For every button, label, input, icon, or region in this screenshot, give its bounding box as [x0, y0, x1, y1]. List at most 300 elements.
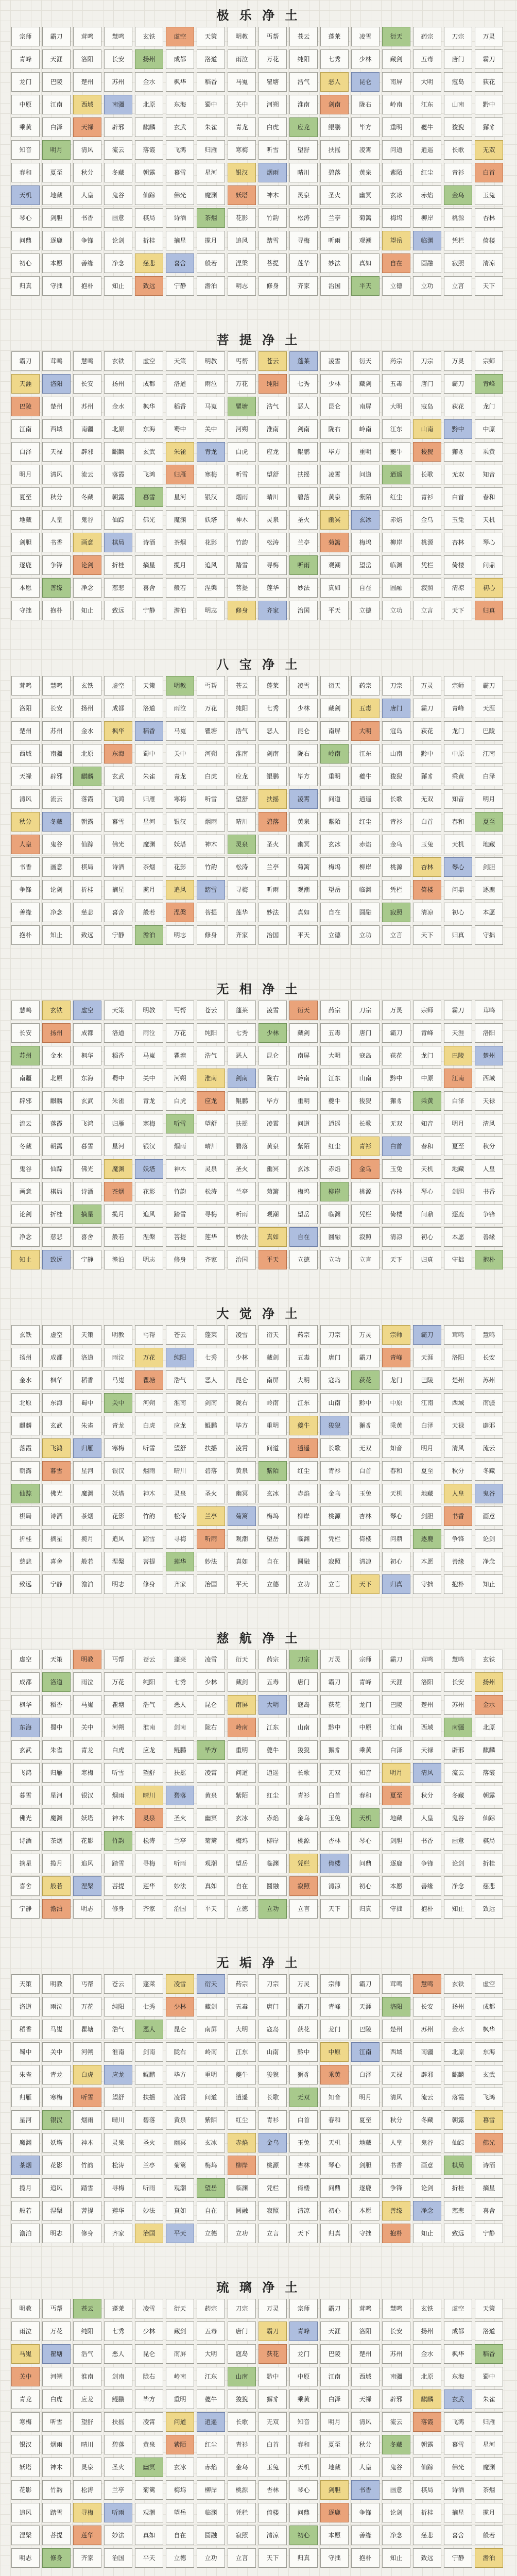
- plot-cell[interactable]: 蓬莱: [135, 1974, 163, 1994]
- plot-cell[interactable]: 踏雪: [42, 2503, 71, 2522]
- plot-cell[interactable]: 浩气: [228, 721, 256, 741]
- plot-cell[interactable]: 辟邪: [382, 2389, 410, 2409]
- plot-cell[interactable]: 金水: [104, 397, 132, 416]
- plot-cell[interactable]: 落霞: [413, 2412, 441, 2432]
- plot-cell[interactable]: 碧落: [289, 487, 318, 507]
- plot-cell[interactable]: 重明: [258, 1416, 287, 1435]
- plot-cell[interactable]: 书香: [444, 1506, 472, 1526]
- plot-cell[interactable]: 玉兔: [382, 1159, 410, 1179]
- plot-cell[interactable]: 中原: [382, 1393, 410, 1413]
- plot-cell[interactable]: 白首: [382, 1137, 410, 1156]
- plot-cell[interactable]: 长安: [104, 49, 132, 69]
- plot-cell[interactable]: 知音: [444, 789, 472, 809]
- plot-cell[interactable]: 瞿塘: [166, 1046, 194, 1065]
- plot-cell[interactable]: 扬州: [135, 49, 163, 69]
- plot-cell[interactable]: 寻梅: [258, 555, 287, 575]
- plot-cell[interactable]: 霸刀: [382, 1650, 410, 1669]
- plot-cell[interactable]: 苏州: [444, 1695, 472, 1715]
- plot-cell[interactable]: 论剑: [104, 231, 132, 250]
- plot-cell[interactable]: 涅槃: [73, 1876, 101, 1896]
- plot-cell[interactable]: 玄武: [104, 767, 132, 786]
- plot-cell[interactable]: 药宗: [197, 2299, 225, 2318]
- plot-cell[interactable]: 七秀: [228, 1023, 256, 1043]
- plot-cell[interactable]: 踏雪: [73, 2178, 101, 2198]
- plot-cell[interactable]: 棋局: [73, 857, 101, 877]
- plot-cell[interactable]: 澹泊: [104, 1250, 132, 1269]
- plot-cell[interactable]: 桃源: [382, 857, 410, 877]
- plot-cell[interactable]: 茶烟: [42, 1831, 71, 1851]
- plot-cell[interactable]: 玉兔: [444, 510, 472, 530]
- plot-cell[interactable]: 荻花: [289, 2020, 318, 2039]
- plot-cell[interactable]: 佛光: [444, 2458, 472, 2477]
- plot-cell[interactable]: 山南: [413, 419, 441, 439]
- plot-cell[interactable]: 折桂: [104, 555, 132, 575]
- plot-cell[interactable]: 逐鹿: [42, 231, 71, 250]
- plot-cell[interactable]: 洛阳: [351, 2321, 380, 2341]
- plot-cell[interactable]: 涅槃: [104, 1552, 132, 1571]
- plot-cell[interactable]: 人皇: [42, 510, 71, 530]
- plot-cell[interactable]: 天机: [351, 1808, 380, 1828]
- plot-cell[interactable]: 逍遥: [258, 1763, 287, 1783]
- plot-cell[interactable]: 听雪: [228, 465, 256, 484]
- plot-cell[interactable]: 狻猊: [228, 2389, 256, 2409]
- plot-cell[interactable]: 东海: [104, 744, 132, 764]
- plot-cell[interactable]: 梅坞: [351, 533, 380, 552]
- plot-cell[interactable]: 观潮: [289, 880, 318, 900]
- plot-cell[interactable]: 长安: [73, 374, 101, 394]
- plot-cell[interactable]: 梅坞: [320, 857, 349, 877]
- plot-cell[interactable]: 菩提: [73, 2201, 101, 2221]
- plot-cell[interactable]: 马嵬: [11, 2344, 40, 2364]
- plot-cell[interactable]: 立德: [320, 925, 349, 945]
- plot-cell[interactable]: 长安: [382, 2321, 410, 2341]
- plot-cell[interactable]: 马嵬: [104, 1370, 132, 1390]
- plot-cell[interactable]: 七秀: [258, 699, 287, 718]
- plot-cell[interactable]: 慈悲: [413, 2526, 441, 2545]
- plot-cell[interactable]: 狻猊: [444, 117, 472, 137]
- plot-cell[interactable]: 碧落: [228, 1137, 256, 1156]
- plot-cell[interactable]: 蜀中: [73, 1393, 101, 1413]
- plot-cell[interactable]: 妙法: [104, 2526, 132, 2545]
- plot-cell[interactable]: 大明: [197, 2344, 225, 2364]
- plot-cell[interactable]: 赤焰: [258, 1808, 287, 1828]
- plot-cell[interactable]: 白虎: [197, 767, 225, 786]
- plot-cell[interactable]: 倚楼: [258, 2503, 287, 2522]
- plot-cell[interactable]: 碧落: [197, 1461, 225, 1481]
- plot-cell[interactable]: 柳岸: [382, 533, 410, 552]
- plot-cell[interactable]: 踏雪: [166, 1205, 194, 1224]
- plot-cell[interactable]: 黄泉: [289, 812, 318, 832]
- plot-cell[interactable]: 狻猊: [382, 767, 410, 786]
- plot-cell[interactable]: 折桂: [73, 880, 101, 900]
- plot-cell[interactable]: 灵泉: [228, 835, 256, 854]
- plot-cell[interactable]: 佛光: [104, 835, 132, 854]
- plot-cell[interactable]: 洛道: [42, 1672, 71, 1692]
- plot-cell[interactable]: 守拙: [413, 1574, 441, 1594]
- plot-cell[interactable]: 立言: [351, 1250, 380, 1269]
- plot-cell[interactable]: 真如: [351, 253, 380, 273]
- plot-cell[interactable]: 茶烟: [135, 857, 163, 877]
- plot-cell[interactable]: 寇岛: [382, 721, 410, 741]
- plot-cell[interactable]: 巴陵: [444, 1046, 472, 1065]
- plot-cell[interactable]: 初心: [382, 1552, 410, 1571]
- plot-cell[interactable]: 瞿塘: [104, 1695, 132, 1715]
- plot-cell[interactable]: 兰亭: [135, 2156, 163, 2175]
- plot-cell[interactable]: 飞鸿: [73, 1114, 101, 1133]
- plot-cell[interactable]: 夏至: [351, 2110, 380, 2130]
- plot-cell[interactable]: 乘黄: [289, 2389, 318, 2409]
- plot-cell[interactable]: 澹泊: [197, 276, 225, 296]
- plot-cell[interactable]: 般若: [197, 253, 225, 273]
- plot-cell[interactable]: 刀宗: [382, 676, 410, 696]
- plot-cell[interactable]: 暮雪: [73, 1137, 101, 1156]
- plot-cell[interactable]: 天禄: [444, 1416, 472, 1435]
- plot-cell[interactable]: 善缘: [351, 2526, 380, 2545]
- plot-cell[interactable]: 清凉: [320, 1876, 349, 1896]
- plot-cell[interactable]: 寇岛: [351, 1046, 380, 1065]
- plot-cell[interactable]: 夔牛: [351, 767, 380, 786]
- plot-cell[interactable]: 摘星: [444, 2503, 472, 2522]
- plot-cell[interactable]: 夔牛: [320, 1091, 349, 1111]
- plot-cell[interactable]: 守拙: [11, 601, 40, 620]
- plot-cell[interactable]: 立德: [289, 1250, 318, 1269]
- plot-cell[interactable]: 陇右: [320, 419, 349, 439]
- plot-cell[interactable]: 蜀中: [42, 1718, 71, 1737]
- plot-cell[interactable]: 中原: [413, 1069, 441, 1088]
- plot-cell[interactable]: 麒麟: [73, 767, 101, 786]
- plot-cell[interactable]: 重明: [289, 1091, 318, 1111]
- plot-cell[interactable]: 善缘: [73, 253, 101, 273]
- plot-cell[interactable]: 五毒: [197, 2321, 225, 2341]
- plot-cell[interactable]: 立德: [197, 2224, 225, 2243]
- plot-cell[interactable]: 修身: [73, 2224, 101, 2243]
- plot-cell[interactable]: 扶摇: [197, 1438, 225, 1458]
- plot-cell[interactable]: 青衫: [289, 1786, 318, 1805]
- plot-cell[interactable]: 菩提: [104, 1876, 132, 1896]
- plot-cell[interactable]: 菩提: [135, 1552, 163, 1571]
- plot-cell[interactable]: 霸刀: [475, 676, 503, 696]
- plot-cell[interactable]: 自在: [320, 903, 349, 922]
- plot-cell[interactable]: 松涛: [104, 2156, 132, 2175]
- plot-cell[interactable]: 天下: [320, 1899, 349, 1919]
- plot-cell[interactable]: 临渊: [413, 231, 441, 250]
- plot-cell[interactable]: 琴心: [11, 208, 40, 228]
- plot-cell[interactable]: 丐帮: [73, 1974, 101, 1994]
- plot-cell[interactable]: 寻梅: [104, 2178, 132, 2198]
- plot-cell[interactable]: 立德: [382, 276, 410, 296]
- plot-cell[interactable]: 虚空: [475, 1974, 503, 1994]
- plot-cell[interactable]: 明教: [135, 1001, 163, 1020]
- plot-cell[interactable]: 松涛: [228, 857, 256, 877]
- plot-cell[interactable]: 诗酒: [475, 2156, 503, 2175]
- plot-cell[interactable]: 佛光: [135, 510, 163, 530]
- plot-cell[interactable]: 望舒: [135, 1763, 163, 1783]
- plot-cell[interactable]: 本愿: [351, 2201, 380, 2221]
- plot-cell[interactable]: 关中: [42, 2042, 71, 2062]
- plot-cell[interactable]: 幽冥: [258, 1159, 287, 1179]
- plot-cell[interactable]: 佛光: [73, 1159, 101, 1179]
- plot-cell[interactable]: 知止: [475, 1574, 503, 1594]
- plot-cell[interactable]: 兰亭: [228, 1182, 256, 1201]
- plot-cell[interactable]: 晴川: [166, 1461, 194, 1481]
- plot-cell[interactable]: 画意: [42, 857, 71, 877]
- plot-cell[interactable]: 乘黄: [11, 117, 40, 137]
- plot-cell[interactable]: 逐鹿: [413, 1529, 441, 1549]
- plot-cell[interactable]: 善缘: [382, 2201, 410, 2221]
- plot-cell[interactable]: 恶人: [320, 72, 349, 92]
- plot-cell[interactable]: 重明: [197, 2065, 225, 2084]
- plot-cell[interactable]: 岭南: [197, 2042, 225, 2062]
- plot-cell[interactable]: 莲华: [104, 2201, 132, 2221]
- plot-cell[interactable]: 玄冰: [382, 185, 410, 205]
- plot-cell[interactable]: 银汉: [228, 163, 256, 182]
- plot-cell[interactable]: 妙法: [258, 903, 287, 922]
- plot-cell[interactable]: 魔渊: [73, 1484, 101, 1503]
- plot-cell[interactable]: 立言: [228, 2548, 256, 2568]
- plot-cell[interactable]: 江东: [228, 2042, 256, 2062]
- plot-cell[interactable]: 喜舍: [104, 903, 132, 922]
- plot-cell[interactable]: 圆融: [258, 1876, 287, 1896]
- plot-cell[interactable]: 般若: [73, 1552, 101, 1571]
- plot-cell[interactable]: 追风: [197, 555, 225, 575]
- plot-cell[interactable]: 地藏: [475, 835, 503, 854]
- plot-cell[interactable]: 扶摇: [166, 1763, 194, 1783]
- plot-cell[interactable]: 天涯: [42, 49, 71, 69]
- plot-cell[interactable]: 剑胆: [351, 2156, 380, 2175]
- plot-cell[interactable]: 望舒: [73, 2412, 101, 2432]
- plot-cell[interactable]: 踏雪: [228, 555, 256, 575]
- plot-cell[interactable]: 齐家: [73, 2548, 101, 2568]
- plot-cell[interactable]: 唐门: [258, 1997, 287, 2016]
- plot-cell[interactable]: 河朔: [135, 1393, 163, 1413]
- plot-cell[interactable]: 神木: [197, 835, 225, 854]
- plot-cell[interactable]: 刀宗: [289, 1650, 318, 1669]
- plot-cell[interactable]: 苏州: [413, 2020, 441, 2039]
- plot-cell[interactable]: 成都: [475, 1997, 503, 2016]
- plot-cell[interactable]: 天机: [320, 2133, 349, 2153]
- plot-cell[interactable]: 寇岛: [258, 2020, 287, 2039]
- plot-cell[interactable]: 望舒: [289, 140, 318, 160]
- plot-cell[interactable]: 魔渊: [104, 1159, 132, 1179]
- plot-cell[interactable]: 昆仑: [320, 397, 349, 416]
- plot-cell[interactable]: 剑胆: [11, 533, 40, 552]
- plot-cell[interactable]: 江南: [382, 1718, 410, 1737]
- plot-cell[interactable]: 马嵬: [228, 72, 256, 92]
- plot-cell[interactable]: 星河: [475, 2435, 503, 2454]
- plot-cell[interactable]: 涅槃: [42, 2201, 71, 2221]
- plot-cell[interactable]: 青衫: [444, 163, 472, 182]
- plot-cell[interactable]: 成都: [73, 1023, 101, 1043]
- plot-cell[interactable]: 应龙: [135, 1740, 163, 1760]
- plot-cell[interactable]: 凌雪: [197, 1650, 225, 1669]
- plot-cell[interactable]: 逐鹿: [11, 555, 40, 575]
- plot-cell[interactable]: 大明: [228, 2020, 256, 2039]
- plot-cell[interactable]: 五毒: [289, 1348, 318, 1367]
- plot-cell[interactable]: 守拙: [351, 2224, 380, 2243]
- plot-cell[interactable]: 凌霄: [197, 1763, 225, 1783]
- plot-cell[interactable]: 夔牛: [289, 1416, 318, 1435]
- plot-cell[interactable]: 东海: [135, 419, 163, 439]
- plot-cell[interactable]: 琴心: [382, 1506, 410, 1526]
- plot-cell[interactable]: 东海: [11, 1718, 40, 1737]
- plot-cell[interactable]: 清凉: [289, 2201, 318, 2221]
- plot-cell[interactable]: 巴陵: [382, 1695, 410, 1715]
- plot-cell[interactable]: 恶人: [197, 1370, 225, 1390]
- plot-cell[interactable]: 飞鸿: [166, 140, 194, 160]
- plot-cell[interactable]: 落霞: [104, 465, 132, 484]
- plot-cell[interactable]: 青衫: [382, 812, 410, 832]
- plot-cell[interactable]: 菩提: [42, 2526, 71, 2545]
- plot-cell[interactable]: 立德: [228, 1899, 256, 1919]
- plot-cell[interactable]: 青龙: [135, 1091, 163, 1111]
- plot-cell[interactable]: 归雁: [42, 1763, 71, 1783]
- plot-cell[interactable]: 清凉: [444, 578, 472, 598]
- plot-cell[interactable]: 乘黄: [475, 442, 503, 462]
- plot-cell[interactable]: 巴陵: [351, 2020, 380, 2039]
- plot-cell[interactable]: 竹韵: [135, 1506, 163, 1526]
- plot-cell[interactable]: 清风: [11, 789, 40, 809]
- plot-cell[interactable]: 枫华: [166, 72, 194, 92]
- plot-cell[interactable]: 马嵬: [135, 1046, 163, 1065]
- plot-cell[interactable]: 西域: [413, 1718, 441, 1737]
- plot-cell[interactable]: 楚州: [444, 1370, 472, 1390]
- plot-cell[interactable]: 北原: [11, 1393, 40, 1413]
- plot-cell[interactable]: 慧鸣: [104, 27, 132, 46]
- plot-cell[interactable]: 扬州: [444, 1997, 472, 2016]
- plot-cell[interactable]: 寒梅: [104, 1438, 132, 1458]
- plot-cell[interactable]: 凌雪: [135, 2299, 163, 2318]
- plot-cell[interactable]: 菩提: [228, 578, 256, 598]
- plot-cell[interactable]: 陇右: [135, 2367, 163, 2386]
- plot-cell[interactable]: 画意: [73, 533, 101, 552]
- plot-cell[interactable]: 人皇: [475, 1159, 503, 1179]
- plot-cell[interactable]: 明志: [104, 1574, 132, 1594]
- plot-cell[interactable]: 蓬莱: [258, 676, 287, 696]
- plot-cell[interactable]: 临渊: [351, 880, 380, 900]
- plot-cell[interactable]: 慈悲: [444, 2201, 472, 2221]
- plot-cell[interactable]: 慧鸣: [73, 351, 101, 371]
- plot-cell[interactable]: 白首: [289, 2110, 318, 2130]
- plot-cell[interactable]: 黔中: [475, 95, 503, 114]
- plot-cell[interactable]: 淮南: [104, 2042, 132, 2062]
- plot-cell[interactable]: 衍天: [320, 676, 349, 696]
- plot-cell[interactable]: 归真: [289, 2548, 318, 2568]
- plot-cell[interactable]: 寂照: [258, 2201, 287, 2221]
- plot-cell[interactable]: 西域: [382, 2042, 410, 2062]
- plot-cell[interactable]: 涅槃: [228, 253, 256, 273]
- plot-cell[interactable]: 玄武: [166, 117, 194, 137]
- plot-cell[interactable]: 书香: [382, 2156, 410, 2175]
- plot-cell[interactable]: 暮雪: [166, 163, 194, 182]
- plot-cell[interactable]: 山南: [320, 1393, 349, 1413]
- plot-cell[interactable]: 松涛: [166, 1506, 194, 1526]
- plot-cell[interactable]: 银汉: [166, 812, 194, 832]
- plot-cell[interactable]: 柳岸: [351, 857, 380, 877]
- plot-cell[interactable]: 听雪: [104, 1763, 132, 1783]
- plot-cell[interactable]: 凌霄: [166, 2088, 194, 2107]
- plot-cell[interactable]: 观潮: [351, 231, 380, 250]
- plot-cell[interactable]: 洛道: [11, 1997, 40, 2016]
- plot-cell[interactable]: 齐家: [197, 1250, 225, 1269]
- plot-cell[interactable]: 蓬莱: [228, 1001, 256, 1020]
- plot-cell[interactable]: 宗师: [289, 2299, 318, 2318]
- plot-cell[interactable]: 红尘: [382, 487, 410, 507]
- plot-cell[interactable]: 落霞: [475, 1763, 503, 1783]
- plot-cell[interactable]: 纯阳: [104, 1997, 132, 2016]
- plot-cell[interactable]: 争锋: [475, 1205, 503, 1224]
- plot-cell[interactable]: 苍云: [228, 676, 256, 696]
- plot-cell[interactable]: 妙法: [197, 1552, 225, 1571]
- plot-cell[interactable]: 棋局: [104, 533, 132, 552]
- plot-cell[interactable]: 玄武: [135, 442, 163, 462]
- plot-cell[interactable]: 流云: [444, 1763, 472, 1783]
- plot-cell[interactable]: 菊篱: [135, 2480, 163, 2500]
- plot-cell[interactable]: 归真: [320, 2224, 349, 2243]
- plot-cell[interactable]: 苍云: [104, 1974, 132, 1994]
- plot-cell[interactable]: 藏剑: [228, 1672, 256, 1692]
- plot-cell[interactable]: 东海: [42, 1393, 71, 1413]
- plot-cell[interactable]: 霸刀: [320, 2299, 349, 2318]
- plot-cell[interactable]: 冬藏: [475, 1461, 503, 1481]
- plot-cell[interactable]: 慈悲: [135, 253, 163, 273]
- plot-cell[interactable]: 枫华: [444, 2344, 472, 2364]
- plot-cell[interactable]: 荻花: [444, 397, 472, 416]
- plot-cell[interactable]: 晴川: [104, 2110, 132, 2130]
- plot-cell[interactable]: 棋局: [475, 1831, 503, 1851]
- plot-cell[interactable]: 昆仑: [228, 1370, 256, 1390]
- plot-cell[interactable]: 关中: [228, 95, 256, 114]
- plot-cell[interactable]: 流云: [413, 2088, 441, 2107]
- plot-cell[interactable]: 蓬莱: [289, 351, 318, 371]
- plot-cell[interactable]: 应龙: [73, 2389, 101, 2409]
- plot-cell[interactable]: 桃源: [351, 1182, 380, 1201]
- plot-cell[interactable]: 蓬莱: [166, 1650, 194, 1669]
- plot-cell[interactable]: 凌霄: [258, 1114, 287, 1133]
- plot-cell[interactable]: 河朔: [197, 744, 225, 764]
- plot-cell[interactable]: 致远: [444, 2224, 472, 2243]
- plot-cell[interactable]: 净念: [444, 1876, 472, 1896]
- plot-cell[interactable]: 丐帮: [197, 676, 225, 696]
- plot-cell[interactable]: 江东: [197, 2367, 225, 2386]
- plot-cell[interactable]: 长歌: [258, 2088, 287, 2107]
- plot-cell[interactable]: 松涛: [135, 1831, 163, 1851]
- plot-cell[interactable]: 霸刀: [413, 1325, 441, 1345]
- plot-cell[interactable]: 南屏: [289, 1046, 318, 1065]
- plot-cell[interactable]: 烟雨: [166, 1137, 194, 1156]
- plot-cell[interactable]: 澹泊: [42, 1899, 71, 1919]
- plot-cell[interactable]: 抱朴: [475, 1250, 503, 1269]
- plot-cell[interactable]: 清风: [351, 2412, 380, 2432]
- plot-cell[interactable]: 衍天: [289, 1001, 318, 1020]
- plot-cell[interactable]: 天策: [197, 27, 225, 46]
- plot-cell[interactable]: 逍遥: [289, 1438, 318, 1458]
- plot-cell[interactable]: 獬豸: [382, 1091, 410, 1111]
- plot-cell[interactable]: 问道: [258, 1438, 287, 1458]
- plot-cell[interactable]: 大明: [382, 397, 410, 416]
- plot-cell[interactable]: 长歌: [289, 1763, 318, 1783]
- plot-cell[interactable]: 宗师: [444, 676, 472, 696]
- plot-cell[interactable]: 寇岛: [289, 1695, 318, 1715]
- plot-cell[interactable]: 自在: [258, 1552, 287, 1571]
- plot-cell[interactable]: 兰亭: [320, 208, 349, 228]
- plot-cell[interactable]: 清风: [413, 1763, 441, 1783]
- plot-cell[interactable]: 圆融: [320, 1227, 349, 1247]
- plot-cell[interactable]: 金水: [444, 2020, 472, 2039]
- plot-cell[interactable]: 春和: [289, 2435, 318, 2454]
- plot-cell[interactable]: 青峰: [444, 699, 472, 718]
- plot-cell[interactable]: 归雁: [475, 2412, 503, 2432]
- plot-cell[interactable]: 竹韵: [197, 857, 225, 877]
